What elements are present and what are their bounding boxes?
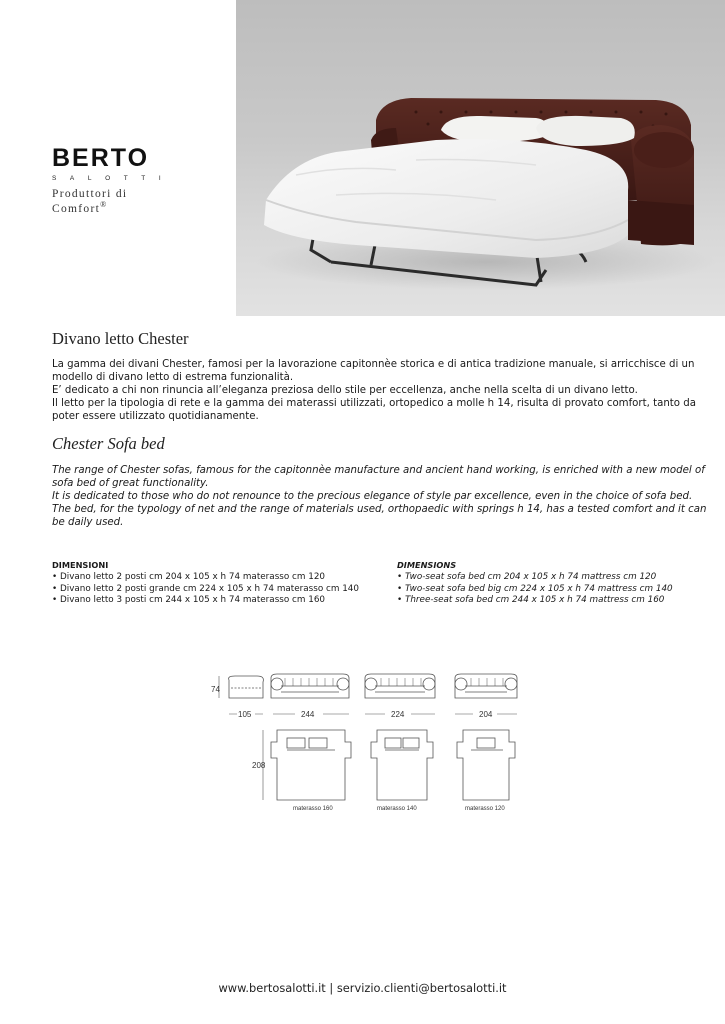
dimension-item: • Divano letto 2 posti cm 204 x 105 x h 74 materasso cm 120: [52, 571, 326, 582]
width-label-204: 204: [479, 710, 493, 719]
paragraph: The range of Chester sofas, famous for the capitonnèe manufacture and ancient hand working, is enriched with a new model of sofa bed of great functionality.: [52, 465, 705, 490]
dimension-item: • Divano letto 2 posti grande cm 224 x 105 x h 74 materasso cm 140: [52, 583, 359, 594]
dimension-item: • Divano letto 3 posti cm 244 x 105 x h 74 materasso cm 160: [52, 595, 326, 606]
depth-label: 105: [238, 710, 252, 719]
width-label-244: 244: [301, 710, 315, 719]
width-label-224: 224: [391, 710, 405, 719]
front-view-224: [365, 674, 435, 698]
description-italian: [52, 358, 712, 423]
technical-drawing: [205, 668, 535, 818]
mattress-label-160: materasso 160: [293, 806, 333, 812]
open-length-label: 208: [252, 761, 266, 770]
dimension-item: • Three-seat sofa bed cm 244 x 105 x h 74 mattress cm 160: [397, 595, 665, 606]
sofa-bed-illustration: [236, 0, 725, 316]
brand-logo: [52, 146, 182, 215]
product-photo: [236, 0, 725, 316]
mattress-label-120: materasso 120: [465, 806, 505, 812]
front-view-244: [271, 674, 349, 698]
side-view-outline: [229, 676, 264, 698]
dimension-drawings: [205, 668, 535, 818]
registered-mark: ®: [100, 200, 107, 209]
description-english: [52, 464, 712, 529]
title-english: Chester Sofa bed: [52, 434, 165, 453]
brand-name: BERTO: [52, 144, 150, 172]
front-view-204: [455, 674, 517, 698]
dimension-item: • Two-seat sofa bed cm 204 x 105 x h 74 mattress cm 120: [397, 571, 657, 582]
brand-tagline-text: Produttori di Comfort: [52, 188, 128, 215]
dimension-item: • Two-seat sofa bed big cm 224 x 105 x h 74 mattress cm 140: [397, 583, 673, 594]
paragraph: La gamma dei divani Chester, famosi per la lavorazione capitonnèe storica e di antica tradizione manuale, si arricchisce di un modello di divano letto di estrema funzionalità.: [52, 359, 695, 384]
dimensions-heading: DIMENSIONI: [52, 560, 109, 570]
mattress-label-140: materasso 140: [377, 806, 417, 812]
paragraph: Il letto per la tipologia di rete e la gamma dei materassi utilizzati, ortopedico a molle h 14, risulta di provato comfort, tanto da poter essere utilizzato quotidianamente.: [52, 398, 696, 423]
paragraph: It is dedicated to those who do not renounce to the precious elegance of style par excellence, even in the choice of sofa bed.: [52, 491, 693, 503]
height-label: 74: [211, 685, 220, 694]
brand-tagline: [52, 188, 182, 215]
paragraph: E’ dedicato a chi non rinuncia all’eleganza preziosa dello stile per eccellenza, anche nella scelta di un divano letto.: [52, 385, 638, 397]
brand-subname: SALOTTI: [52, 175, 175, 182]
footer-contact: www.bertosalotti.it | servizio.clienti@bertosalotti.it: [218, 981, 507, 995]
dimensions-heading: DIMENSIONS: [397, 560, 457, 570]
dimensions-english: [397, 560, 717, 607]
plan-view-120: [457, 730, 515, 800]
title-italian: Divano letto Chester: [52, 329, 189, 348]
paragraph: The bed, for the typology of net and the range of materials used, orthopaedic with springs h 14, has a tested comfort and it can be daily used.: [52, 504, 707, 529]
plan-view-160: [271, 730, 351, 800]
plan-view-140: [371, 730, 433, 800]
dimensions-italian: [52, 560, 382, 607]
